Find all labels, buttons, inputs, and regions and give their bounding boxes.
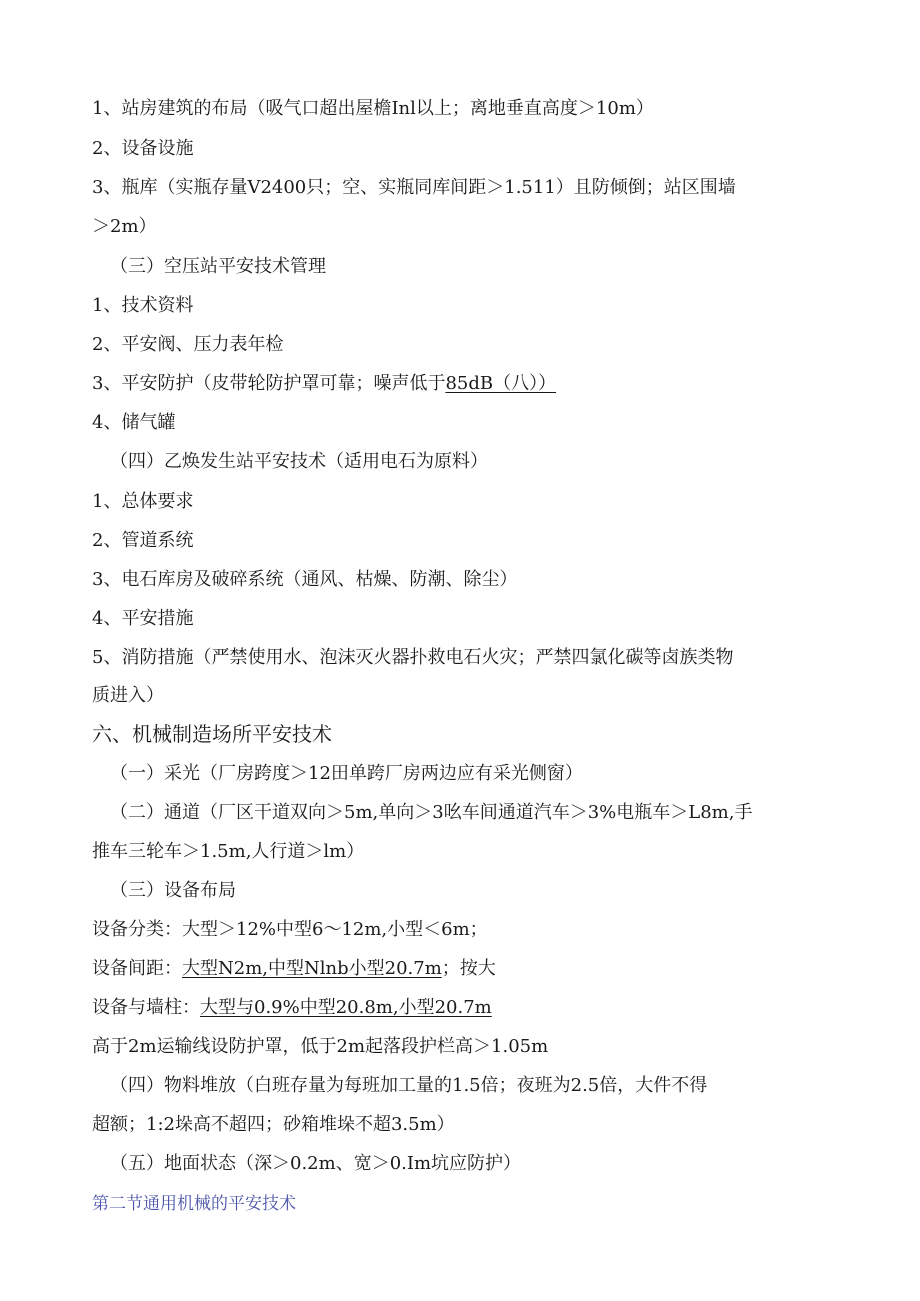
text-line: 质进入） [92, 685, 164, 706]
text-line [92, 372, 556, 396]
section-heading: （四）乙焕发生站平安技术（适用电石为原料） [110, 451, 488, 472]
text-segment: 3、平安防护（皮带轮防护罩可靠；噪声低于 [92, 373, 446, 394]
text-line: 3、电石库房及破碎系统（通风、枯燥、防潮、除尘） [92, 569, 518, 590]
text-line [92, 996, 492, 1020]
text-line [92, 957, 496, 981]
text-line: 4、平安措施 [92, 608, 194, 629]
text-line: 2、管道系统 [92, 530, 194, 551]
text-line: 1、技术资料 [92, 295, 194, 316]
underlined-value: 大型与0.9%中型20.8m,小型20.7m [200, 997, 492, 1018]
text-line: 2、平安阀、压力表年检 [92, 334, 284, 355]
text-line: 推车三轮车＞1.5m,人行道＞lm） [92, 841, 365, 862]
text-segment: ；按大 [441, 958, 496, 979]
section-heading: （三）设备布局 [110, 880, 236, 901]
section-heading: （四）物料堆放（白班存量为每班加工量的1.5倍；夜班为2.5倍，大件不得 [110, 1075, 708, 1096]
section-heading: （五）地面状态（深＞0.2m、宽＞0.Im坑应防护） [110, 1153, 522, 1174]
text-line: 1、站房建筑的布局（吸气口超出屋檐Inl以上；离地垂直高度＞10m） [92, 98, 654, 119]
text-line: 3、瓶库（实瓶存量V2400只；空、实瓶同库间距＞1.511）且防倾倒；站区围墙 [92, 177, 736, 198]
text-line: 1、总体要求 [92, 491, 194, 512]
underlined-value: 大型N2m,中型Nlnb小型20.7m [182, 958, 442, 979]
underlined-value: 85dB（八）） [445, 373, 557, 394]
text-segment: 设备与墙柱： [92, 997, 200, 1018]
section-heading: （二）通道（厂区干道双向＞5m,单向＞3吆车间通道汽车＞3%电瓶车＞L8m,手 [110, 802, 753, 823]
text-line: 高于2m运输线设防护罩，低于2m起落段护栏高＞1.05m [92, 1036, 549, 1057]
text-line: 超额；1:2垛高不超四；砂箱堆垛不超3.5m） [92, 1114, 455, 1135]
section-title-link[interactable]: 第二节通用机械的平安技术 [92, 1194, 296, 1214]
text-line: 设备分类：大型＞12%中型6～12m,小型＜6m； [92, 919, 488, 940]
section-heading: （一）采光（厂房跨度＞12田单跨厂房两边应有采光侧窗） [110, 763, 583, 784]
chapter-heading: 六、机械制造场所平安技术 [92, 722, 332, 746]
text-segment: 设备间距： [92, 958, 182, 979]
text-line: 2、设备设施 [92, 138, 194, 159]
text-line: 5、消防措施（严禁使用水、泡沫灭火器扑救电石火灾；严禁四氯化碳等卤族类物 [92, 647, 734, 668]
section-heading: （三）空压站平安技术管理 [110, 256, 326, 277]
text-line: ＞2m） [92, 216, 157, 237]
text-line: 4、储气罐 [92, 412, 176, 433]
